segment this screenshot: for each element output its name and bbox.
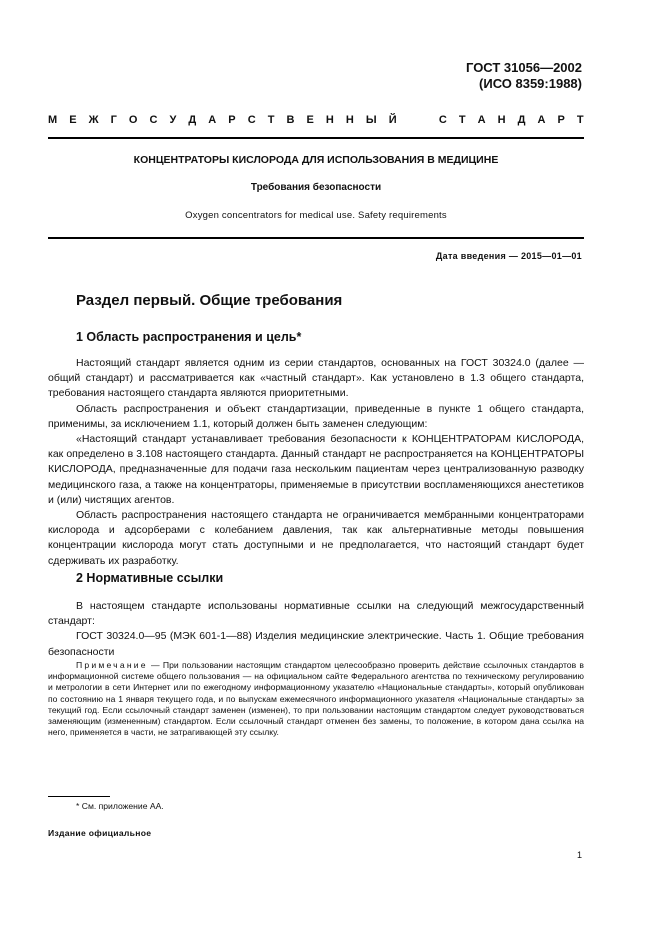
banner-letter: А (537, 114, 546, 126)
english-title: Oxygen concentrators for medical use. Safety requirements (185, 210, 447, 221)
banner-letter: Й (388, 114, 397, 126)
banner-letter: Т (458, 114, 466, 126)
banner-letter: А (477, 114, 486, 126)
banner-letter: Г (110, 114, 117, 126)
introduction-date: Дата введения — 2015—01—01 (435, 251, 582, 261)
banner-letter: Н (497, 114, 506, 126)
banner-letter: О (128, 114, 138, 126)
banner-letter: М (48, 114, 58, 126)
interstate-standard-banner (48, 114, 584, 126)
iso-number: (ИСО 8359:1988) (479, 76, 582, 91)
clause-2-heading: 2 Нормативные ссылки (76, 571, 224, 585)
banner-letter: Ж (88, 114, 99, 126)
banner-letter: С (247, 114, 256, 126)
banner-letter: У (169, 114, 177, 126)
banner-letter: Р (557, 114, 565, 126)
banner-letter: С (438, 114, 447, 126)
paragraph: В настоящем стандарте использованы нормативные ссылки на следующий межгосударственный стандарт: (48, 600, 584, 628)
banner-gap (424, 114, 427, 126)
banner-letter: Н (345, 114, 354, 126)
banner-letter: Т (267, 114, 275, 126)
title-divider (48, 237, 584, 239)
note-text: — При пользовании настоящим стандартом целесообразно проверить действие ссылочных стандартов в информационной системе общего пользования — на официальном сайте Федерального агентства по техническому регулированию и метрологии в сети Интернет или по ежегодному информационному указателю «Национальные стандарты», который опубликован по состоянию на 1 января текущего года, и по выпускам ежемесячного информационного указателя «Национальные стандарты» за текущий год. Если ссылочный стандарт заменен (изменен), то при пользовании настоящим стандартом следует руководствоваться заменяющим (измененным) стандартом. Если ссылочный стандарт отменен без замены, то положение, в котором дана ссылка на него, применяется в части, не затрагивающей эту ссылку. (48, 660, 584, 738)
top-divider (48, 137, 584, 139)
banner-letter: Е (69, 114, 77, 126)
banner-letter: В (286, 114, 295, 126)
paragraph: ГОСТ 30324.0—95 (МЭК 601-1—88) Изделия медицинские электрические. Часть 1. Общие требования безопасности (48, 630, 584, 658)
footnote: * См. приложение АА. (76, 801, 164, 811)
clause-2-body (48, 599, 584, 660)
banner-letter: Д (188, 114, 197, 126)
note-block (48, 660, 584, 738)
document-subtitle: Требования безопасности (250, 182, 382, 193)
standard-designation (466, 60, 582, 92)
banner-letter: Д (517, 114, 526, 126)
gost-number: ГОСТ 31056—2002 (466, 60, 582, 75)
paragraph: «Настоящий стандарт устанавливает требования безопасности к КОНЦЕНТРАТОРАМ КИСЛОРОДА, как определено в 3.108 настоящего стандарта. Данный стандарт не распространяется на КОНЦЕНТРАТОРЫ КИСЛОРОДА, предназначенные для подачи газа нескольким пациентам через централизованную разводку медицинского газа, а также на концентраторы, применяемые в присутствии воспламеняющихся анестетиков и (или) чистящих агентов. (48, 433, 584, 506)
banner-letter: Р (228, 114, 236, 126)
document-title: КОНЦЕНТРАТОРЫ КИСЛОРОДА ДЛЯ ИСПОЛЬЗОВАНИЯ В МЕДИЦИНЕ (133, 154, 499, 166)
banner-letter: Е (306, 114, 314, 126)
note-label: Примечание (76, 660, 148, 670)
clause-1-heading: 1 Область распространения и цель* (76, 330, 302, 344)
paragraph: Область распространения настоящего стандарта не ограничивается мембранными концентраторами кислорода и адсорберами с колебанием давления, так как альтернативные методы повышения концентрации кислорода могут стать доступными и не предполагается, что настоящий стандарт будет сдерживать их разработку. (48, 509, 584, 567)
note-paragraph (48, 660, 584, 738)
paragraph: Настоящий стандарт является одним из серии стандартов, основанных на ГОСТ 30324.0 (далее — общий стандарт) и рассматривается как «частный стандарт». Как установлено в 1.3 общего стандарта, требования настоящего стандарта являются приоритетными. (48, 357, 584, 400)
clause-1-body (48, 356, 584, 569)
banner-letter: Н (325, 114, 334, 126)
page-number: 1 (576, 850, 582, 860)
footnote-divider (48, 796, 110, 797)
banner-gap (409, 114, 412, 126)
banner-letter: Ы (365, 114, 377, 126)
banner-letter: Т (576, 114, 584, 126)
official-edition-label: Издание официальное (48, 828, 152, 838)
banner-letter: С (149, 114, 158, 126)
section-title: Раздел первый. Общие требования (76, 292, 343, 309)
paragraph: Область распространения и объект стандартизации, приведенные в пункте 1 общего стандарта, применимы, за исключением 1.1, который должен быть заменен следующим: (48, 402, 584, 430)
banner-letter: А (208, 114, 217, 126)
